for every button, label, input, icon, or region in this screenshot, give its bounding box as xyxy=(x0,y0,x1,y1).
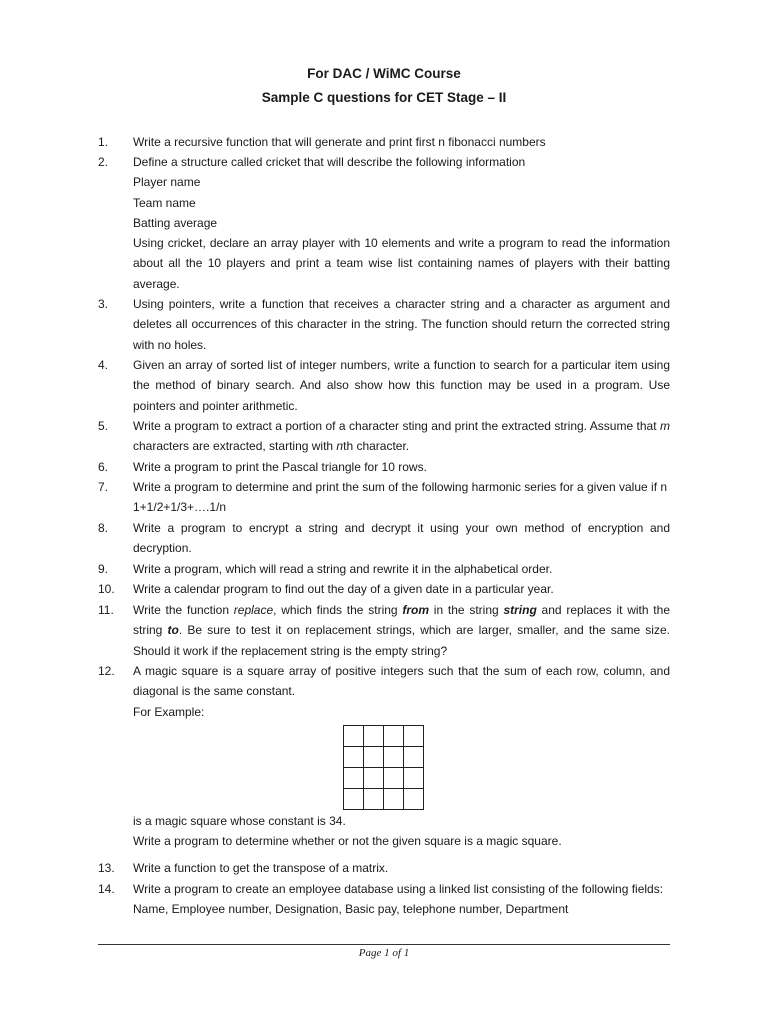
question-3 xyxy=(98,294,670,355)
grid-cell xyxy=(364,747,384,768)
question-text: A magic square is a square array of positive integers such that the sum of each row, column, and diagonal is the same constant. xyxy=(133,664,670,699)
grid-cell xyxy=(364,726,384,747)
question-4 xyxy=(98,355,670,416)
grid-cell xyxy=(404,726,424,747)
grid-cell xyxy=(404,768,424,789)
grid-cell xyxy=(384,768,404,789)
text-run: Write a program to extract a portion of a character sting and print the extracted string. Assume that xyxy=(133,419,660,433)
variable-n: n xyxy=(336,439,344,454)
grid-cell xyxy=(364,789,384,810)
question-9 xyxy=(98,559,670,579)
grid-cell xyxy=(344,747,364,768)
question-number: 5. xyxy=(98,419,109,433)
grid-cell xyxy=(344,726,364,747)
grid-cell xyxy=(404,789,424,810)
question-number: 4. xyxy=(98,358,109,372)
text-run: , which finds the string xyxy=(273,603,403,617)
question-text: Write a calendar program to find out the day of a given date in a particular year. xyxy=(133,582,554,596)
question-number: 1. xyxy=(98,135,109,149)
question-text: Write a program to encrypt a string and decrypt it using your own method of encryption and decryption. xyxy=(133,521,670,556)
field-team-name: Team name xyxy=(133,195,196,210)
question-5 xyxy=(98,416,670,457)
text-run: in the string xyxy=(429,603,504,617)
question-text: is a magic square whose constant is 34. xyxy=(133,814,346,828)
grid-cell xyxy=(384,789,404,810)
document-title: For DAC / WiMC Course xyxy=(307,66,461,81)
question-14 xyxy=(98,879,670,920)
question-text: Define a structure called cricket that will describe the following information xyxy=(133,155,526,169)
question-number: 8. xyxy=(98,521,109,535)
question-number: 13. xyxy=(98,861,115,875)
question-13 xyxy=(98,858,670,878)
question-text: Write a program to determine and print the sum of the following harmonic series for a given value if n xyxy=(133,480,668,494)
text-run: . Be sure to test it on replacement strings, which are larger, smaller, and the same size. Should it work if the replacement string is the empty string? xyxy=(133,623,670,658)
question-number: 14. xyxy=(98,882,115,896)
for-example-label: For Example: xyxy=(133,704,205,719)
grid-cell xyxy=(404,747,424,768)
question-number: 7. xyxy=(98,480,109,494)
grid-cell xyxy=(344,768,364,789)
question-10 xyxy=(98,579,670,599)
text-run: and replaces it with the string xyxy=(133,603,670,638)
text-run: Write the function xyxy=(133,603,234,617)
harmonic-series: 1+1/2+1/3+….1/n xyxy=(133,500,227,515)
term-from: from xyxy=(402,603,430,617)
employee-fields: Name, Employee number, Designation, Basic pay, telephone number, Department xyxy=(133,902,569,917)
field-player-name: Player name xyxy=(133,175,201,190)
question-number: 9. xyxy=(98,562,109,576)
question-text: Using cricket, declare an array player with 10 elements and write a program to read the information about all the 10 players and print a team wise list containing names of players with their batting average. xyxy=(133,236,670,291)
question-1 xyxy=(98,132,670,152)
question-text: Write a function to get the transpose of a matrix. xyxy=(133,861,389,875)
question-number: 10. xyxy=(98,582,115,596)
question-text xyxy=(133,416,670,457)
question-6 xyxy=(98,457,670,477)
field-batting-average: Batting average xyxy=(133,215,218,230)
question-12 xyxy=(98,661,670,722)
question-12-continued xyxy=(98,811,670,852)
grid-cell xyxy=(384,726,404,747)
question-text: Write a recursive function that will generate and print first n fibonacci numbers xyxy=(133,135,546,149)
question-7 xyxy=(98,477,670,518)
question-text: Write a program to print the Pascal triangle for 10 rows. xyxy=(133,460,427,474)
page-number: Page 1 of 1 xyxy=(358,947,410,959)
question-number: 3. xyxy=(98,297,109,311)
question-8 xyxy=(98,518,670,559)
question-number: 6. xyxy=(98,460,109,474)
question-2 xyxy=(98,152,670,294)
document-subtitle: Sample C questions for CET Stage – II xyxy=(261,90,507,105)
grid-cell xyxy=(384,747,404,768)
text-run: th character. xyxy=(343,439,410,454)
question-number: 2. xyxy=(98,155,109,169)
question-number: 12. xyxy=(98,664,115,678)
question-number: 11. xyxy=(98,603,114,617)
magic-square-grid xyxy=(343,725,424,810)
question-11 xyxy=(98,600,670,661)
term-to: to xyxy=(167,623,179,638)
question-text: Given an array of sorted list of integer numbers, write a function to search for a particular item using the method of binary search. And also show how this function may be used in a program. Use pointers and pointer arithmetic. xyxy=(133,358,670,413)
grid-cell xyxy=(344,789,364,810)
question-text: Write a program to determine whether or not the given square is a magic square. xyxy=(133,834,562,849)
variable-m: m xyxy=(660,419,670,433)
question-text: Write a program, which will read a string and rewrite it in the alphabetical order. xyxy=(133,562,553,576)
term-string: string xyxy=(503,603,537,617)
question-text: Write a program to create an employee database using a linked list consisting of the following fields: xyxy=(133,882,664,896)
footer-divider xyxy=(98,944,670,945)
text-run: characters are extracted, starting with xyxy=(133,439,337,454)
question-text xyxy=(133,600,670,661)
question-text: Using pointers, write a function that receives a character string and a character as argument and deletes all occurrences of this character in the string. The function should return the corrected string with no holes. xyxy=(133,297,670,352)
grid-cell xyxy=(364,768,384,789)
term-replace: replace xyxy=(233,603,274,617)
